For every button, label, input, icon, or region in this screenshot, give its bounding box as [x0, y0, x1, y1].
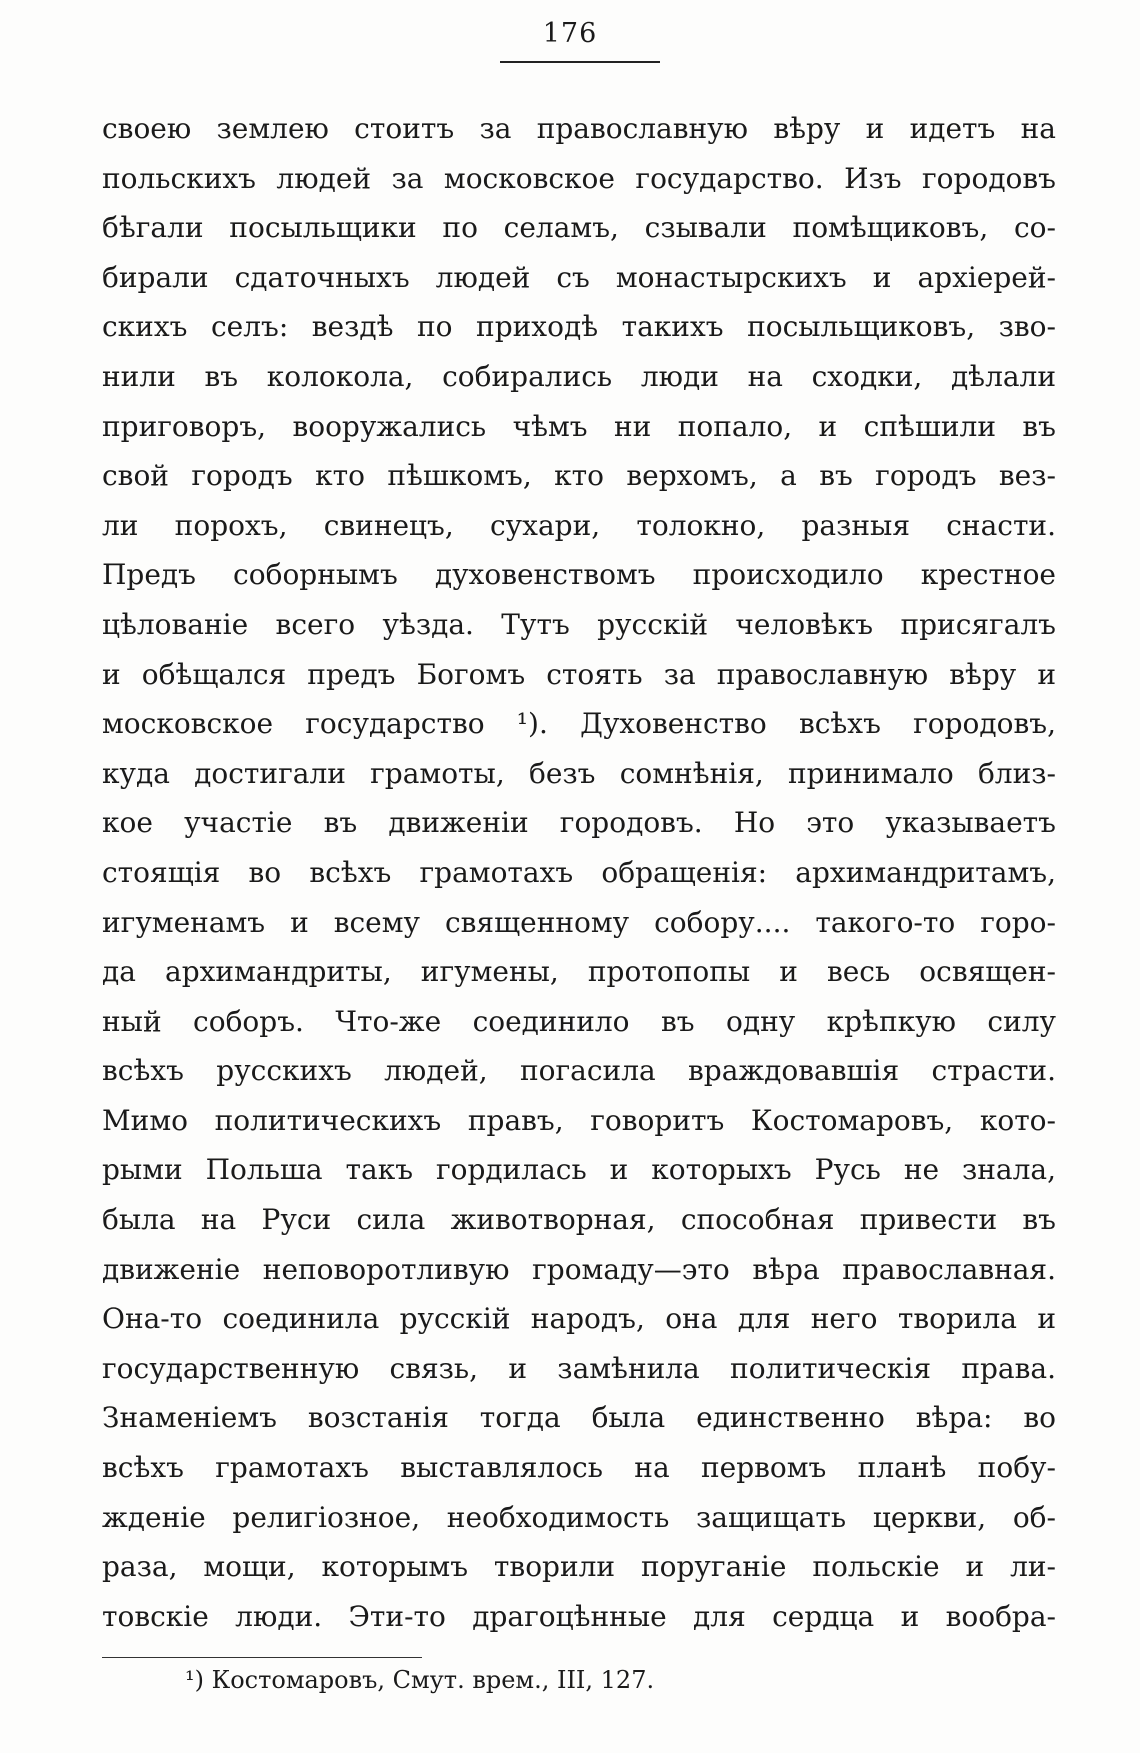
- text-line: нили въ колокола, собирались люди на сходки, дѣлали: [102, 359, 1056, 393]
- text-line: приговоръ, вооружались чѣмъ ни попало, и спѣшили въ: [102, 409, 1056, 443]
- footnote-text: Костомаровъ, Смут. врем., III, 127.: [211, 1666, 655, 1694]
- text-line: движеніе неповоротливую громаду—это вѣра православная.: [102, 1252, 1056, 1286]
- text-line: рыми Польша такъ гордилась и которыхъ Русь не знала,: [102, 1153, 1056, 1187]
- text-line: цѣлованіе всего уѣзда. Тутъ русскій человѣкъ присягалъ: [102, 607, 1056, 641]
- text-line: Знаменіемъ возстанія тогда была единственно вѣра: во: [102, 1401, 1056, 1435]
- page-number-rule: [500, 61, 660, 63]
- text-line: ли порохъ, свинецъ, сухари, толокно, разныя снасти.: [102, 508, 1056, 542]
- text-line: своею землею стоитъ за православную вѣру и идетъ на: [102, 112, 1056, 145]
- text-line: раза, мощи, которымъ творили поруганіе польскіе и ли-: [102, 1550, 1056, 1584]
- footnote: [185, 1660, 654, 1700]
- text-line: игуменамъ и всему священному собору.... такого-то горо-: [102, 905, 1056, 939]
- page-number: 176: [542, 18, 598, 49]
- text-line: всѣхъ русскихъ людей, погасила враждовавшія страсти.: [102, 1054, 1056, 1088]
- footnote-rule: [102, 1657, 422, 1658]
- text-line: Она-то соединила русскій народъ, она для него творила и: [102, 1302, 1056, 1336]
- text-line: государственную связь, и замѣнила политическія права.: [102, 1351, 1056, 1385]
- text-line: куда достигали грамоты, безъ сомнѣнія, принимало близ-: [102, 756, 1056, 790]
- text-line: жденіе религіозное, необходимость защищать церкви, об-: [102, 1500, 1056, 1534]
- text-line: стоящія во всѣхъ грамотахъ обращенія: архимандритамъ,: [102, 855, 1056, 889]
- text-line: да архимандриты, игумены, протопопы и весь освящен-: [102, 955, 1056, 989]
- text-line: и обѣщался предъ Богомъ стоять за православную вѣру и: [102, 657, 1056, 691]
- text-line: свой городъ кто пѣшкомъ, кто верхомъ, а въ городъ вез-: [102, 459, 1056, 493]
- text-line: бѣгали посыльщики по селамъ, сзывали помѣщиковъ, со-: [102, 211, 1056, 245]
- text-line: ный соборъ. Что-же соединило въ одну крѣпкую силу: [102, 1004, 1056, 1038]
- text-line: Мимо политическихъ правъ, говоритъ Костомаровъ, кото-: [102, 1103, 1056, 1137]
- text-line: Предъ соборнымъ духовенствомъ происходило крестное: [102, 558, 1056, 592]
- text-line: польскихъ людей за московское государство. Изъ городовъ: [102, 161, 1056, 195]
- text-line: бирали сдаточныхъ людей съ монастырскихъ и архіерей-: [102, 260, 1056, 294]
- text-line: всѣхъ грамотахъ выставлялось на первомъ планѣ побу-: [102, 1451, 1056, 1485]
- text-line: московское государство ¹). Духовенство всѣхъ городовъ,: [102, 707, 1056, 741]
- text-line: была на Руси сила животворная, способная привести въ: [102, 1203, 1056, 1237]
- text-line: товскіе люди. Эти-то драгоцѣнные для сердца и вообра-: [102, 1599, 1056, 1633]
- body-text: [102, 104, 1056, 1641]
- text-line: скихъ селъ: вездѣ по приходѣ такихъ посыльщиковъ, зво-: [102, 310, 1056, 344]
- text-line: кое участіе въ движеніи городовъ. Но это указываетъ: [102, 806, 1056, 840]
- footnote-marker: ¹): [185, 1666, 204, 1694]
